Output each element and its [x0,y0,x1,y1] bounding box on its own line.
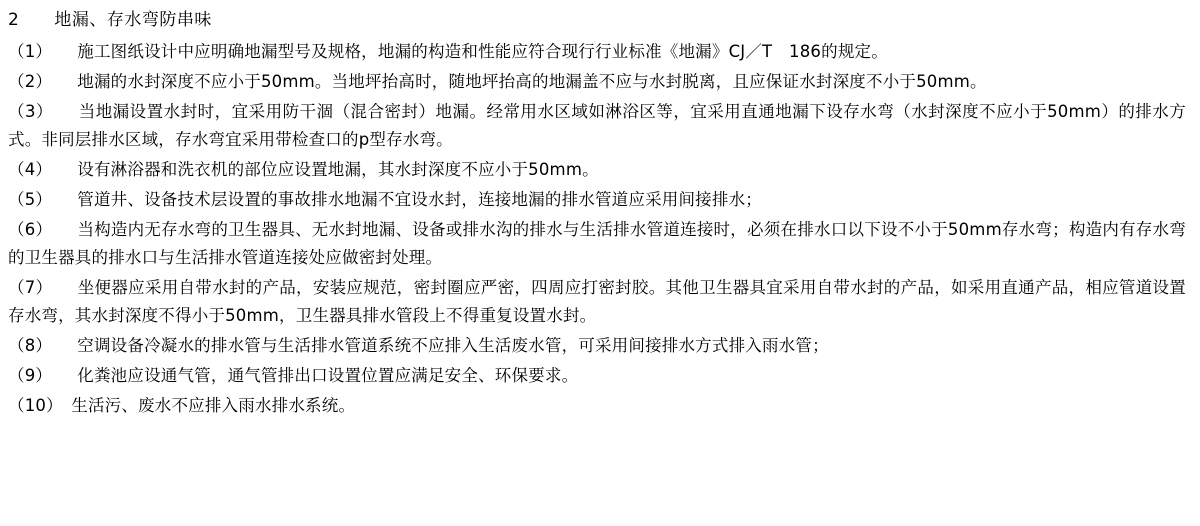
paragraph-text-1: 施工图纸设计中应明确地漏型号及规格，地漏的构造和性能应符合现行行业标准《地漏》CJ／T 186的规定。 [77,42,888,61]
paragraph-spacer-2 [44,72,77,91]
paragraph-spacer-6 [44,220,77,239]
paragraph-text-6: 当构造内无存水弯的卫生器具、无水封地漏、设备或排水沟的排水与生活排水管道连接时，必须在排水口以下设不小于50mm存水弯；构造内有存水弯的卫生器具的排水口与生活排水管道连接处应做密封处理。 [8,220,1186,267]
paragraph-text-9: 化粪池应设通气管，通气管排出口设置位置应满足安全、环保要求。 [77,366,579,385]
section-heading: 2 地漏、存水弯防串味 [8,10,212,30]
paragraph-5 [8,186,1186,214]
paragraph-spacer-3 [45,102,79,121]
paragraph-6 [8,216,1186,272]
paragraph-spacer-7 [44,278,78,297]
paragraph-7 [8,274,1186,330]
paragraph-text-2: 地漏的水封深度不应小于50mm。当地坪抬高时，随地坪抬高的地漏盖不应与水封脱离，且应保证水封深度不小于50mm。 [77,72,987,91]
paragraph-spacer-5 [44,190,77,209]
paragraph-label-1: （1） [8,42,44,61]
paragraph-2 [8,68,1186,96]
paragraph-8 [8,332,1186,360]
paragraph-text-8: 空调设备冷凝水的排水管与生活排水管道系统不应排入生活废水管，可采用间接排水方式排入雨水管； [77,336,829,355]
paragraph-label-8: （8） [8,336,44,355]
paragraph-9 [8,362,1186,390]
paragraph-spacer-8 [44,336,77,355]
paragraph-label-3: （3） [8,102,45,121]
paragraph-label-7: （7） [8,278,45,297]
paragraph-text-5: 管道井、设备技术层设置的事故排水地漏不宜设水封，连接地漏的排水管道应采用间接排水； [77,190,762,209]
paragraph-label-10: （10） [8,396,55,415]
paragraph-label-5: （5） [8,190,44,209]
paragraph-spacer-9 [44,366,77,385]
paragraph-label-4: （4） [8,160,44,179]
paragraph-label-9: （9） [8,366,44,385]
paragraph-10 [8,392,1186,420]
paragraph-text-4: 设有淋浴器和洗衣机的部位应设置地漏，其水封深度不应小于50mm。 [77,160,599,179]
paragraph-text-3: 当地漏设置水封时，宜采用防干涸（混合密封）地漏。经常用水区域如淋浴区等，宜采用直通地漏下设存水弯（水封深度不应小于50mm）的排水方式。非同层排水区域，存水弯宜采用带检查口的p型存水弯。 [8,102,1186,149]
paragraph-1 [8,38,1186,66]
paragraph-4 [8,156,1186,184]
paragraph-spacer-1 [44,42,77,61]
paragraph-spacer-10 [55,396,72,415]
paragraph-label-6: （6） [8,220,44,239]
paragraph-label-2: （2） [8,72,44,91]
paragraph-text-10: 生活污、废水不应排入雨水排水系统。 [71,396,356,415]
paragraph-spacer-4 [44,160,77,179]
paragraph-text-7: 坐便器应采用自带水封的产品，安装应规范，密封圈应严密，四周应打密封胶。其他卫生器具宜采用自带水封的产品，如采用直通产品，相应管道设置存水弯，其水封深度不得小于50mm，卫生器具排水管段上不得重复设置水封。 [8,278,1186,325]
paragraph-3 [8,98,1186,154]
